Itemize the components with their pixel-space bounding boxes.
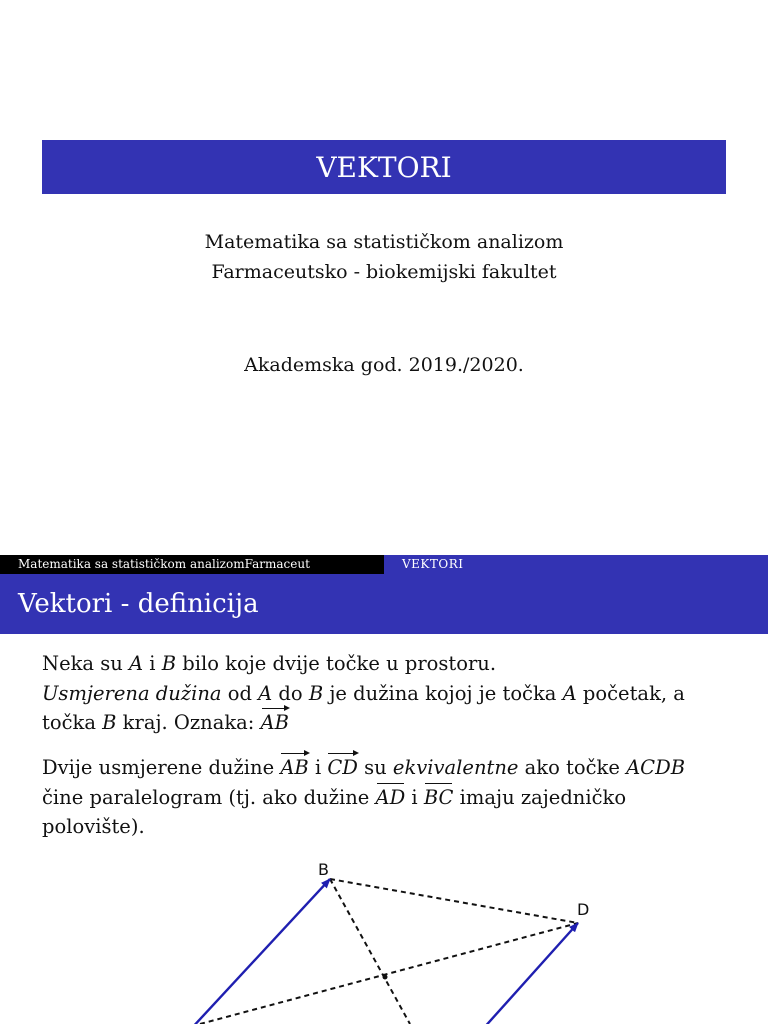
midpoint-marker xyxy=(383,975,388,980)
dashed-diagonal-bc xyxy=(330,879,410,1024)
nav-course-title[interactable]: Matematika sa statističkom analizomFarmaceut xyxy=(0,555,384,574)
point-label-b: B xyxy=(318,860,329,879)
faculty-name: Farmaceutsko - biokemijski fakultet xyxy=(211,261,557,283)
vector-cd: CD xyxy=(327,753,358,783)
course-name: Matematika sa statističkom analizom xyxy=(204,231,564,253)
vector-arrow-ab xyxy=(190,879,330,1024)
term-directed-segment: Usmjerena dužina xyxy=(42,681,222,705)
segment-bc: BC xyxy=(424,783,454,813)
dashed-diagonal-ad xyxy=(200,923,578,1024)
frame-title: Vektori - definicija xyxy=(0,574,768,634)
paragraph-directed-segment: Usmjerena dužina od A do B je dužina kojoj je točka A početak, a točka B kraj. Oznaka: AB xyxy=(42,679,732,738)
dashed-side-bd xyxy=(330,879,578,923)
academic-year: Akademska god. 2019./2020. xyxy=(244,354,524,376)
vector-arrow-cd xyxy=(482,923,578,1024)
point-label-d: D xyxy=(577,900,590,919)
vector-ab: AB xyxy=(280,753,308,783)
vector-ab: AB xyxy=(261,708,289,738)
definition-slide xyxy=(0,555,768,1024)
paragraph-equivalence: Dvije usmjerene dužine AB i CD su ekvivalentne ako točke ACDB čine paralelogram (tj. ako dužine AD i BC imaju zajedničko polovište). xyxy=(42,753,732,842)
segment-ad: AD xyxy=(376,783,406,813)
term-equivalent: ekvivalentne xyxy=(392,756,519,779)
slide-title: VEKTORI xyxy=(316,150,452,184)
title-bar xyxy=(42,140,726,194)
parallelogram-diagram xyxy=(0,555,768,1024)
paragraph-points: Neka su A i B bilo koje dvije točke u prostoru. xyxy=(42,652,497,675)
nav-section-title[interactable]: VEKTORI xyxy=(402,557,464,571)
